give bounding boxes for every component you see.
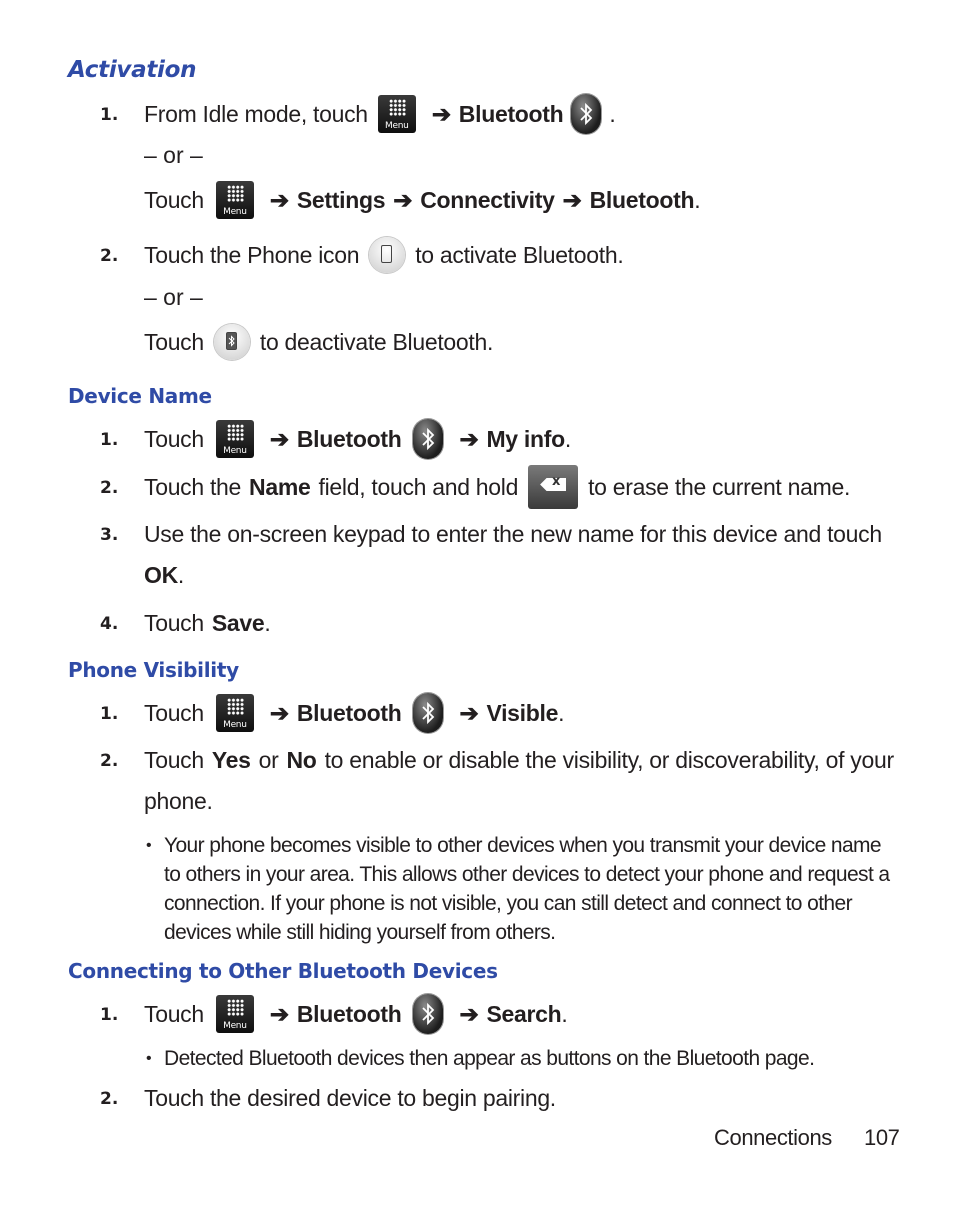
step-text: Touch [144,425,204,452]
step-text: field, touch and hold [318,473,519,500]
step-number: 3. [100,525,119,545]
step-number: 2. [100,1089,119,1109]
step-text: to erase the current name. [588,473,851,500]
menu-icon: Menu [378,95,416,133]
heading-phone-visibility: Phone Visibility [68,658,239,682]
phone-visibility-step2 [144,743,894,777]
bold-term: Yes [211,746,251,773]
arrow-icon: ➔ [431,100,451,127]
connecting-step2 [144,1081,556,1115]
activation-step2-alt [144,325,493,359]
step-number: 4. [100,614,119,634]
step-text: Touch the Phone icon [144,241,360,268]
bluetooth-icon [413,994,443,1034]
bluetooth-icon [413,419,443,459]
bold-term: OK [144,561,178,588]
arrow-icon: ➔ [459,1000,479,1027]
step-number: 2. [100,246,119,266]
device-name-step3-cont [144,558,184,592]
activation-step1 [144,97,616,131]
arrow-icon: ➔ [459,425,479,452]
step-number: 1. [100,105,119,125]
step-text: Use the on-screen keypad to enter the new name for this device and touch [144,520,882,547]
bluetooth-icon [571,94,601,134]
arrow-icon: ➔ [269,425,289,452]
activation-step2 [144,238,623,272]
visibility-note: Your phone becomes visible to other devices when you transmit your device name to others in your area. This allows other devices to detect your phone and request a connection. If your phone is not visible, you can still detect and connect to other devices while still hiding yourself from others. [164,834,890,944]
connecting-note: Detected Bluetooth devices then appear as buttons on the Bluetooth page. [164,1047,815,1070]
or-separator: – or – [144,284,203,310]
step-text: or [258,746,279,773]
bold-term: Bluetooth [589,186,695,213]
step-text: to deactivate Bluetooth. [259,328,494,355]
bold-term: Save [211,609,265,636]
menu-icon: Menu [216,181,254,219]
arrow-icon: ➔ [269,186,289,213]
arrow-icon: ➔ [562,186,582,213]
step-number: 1. [100,1005,119,1025]
bullet-icon: • [146,837,152,854]
page-number: 107 [864,1125,900,1150]
bold-term: Search [486,1000,562,1027]
punctuation: . [564,425,571,452]
device-name-step2 [144,470,850,504]
bold-term: Bluetooth [458,100,564,127]
phone-icon [369,237,405,273]
step-text: to enable or disable the visibility, or discoverability, of your [324,746,894,773]
connecting-step1 [144,997,567,1031]
step-number: 2. [100,751,119,771]
phone-visibility-step1 [144,696,564,730]
heading-activation: Activation [68,57,197,83]
arrow-icon: ➔ [269,1000,289,1027]
punctuation: . [177,561,184,588]
phone-visibility-step2-cont [144,784,213,818]
punctuation: . [264,609,271,636]
or-separator: – or – [144,142,203,168]
step-text: Touch [144,328,204,355]
menu-icon: Menu [216,694,254,732]
step-number: 1. [100,430,119,450]
menu-icon: Menu [216,995,254,1033]
punctuation: . [558,699,565,726]
bold-term: Visible [486,699,559,726]
step-text: Touch [144,699,204,726]
bold-term: Settings [296,186,386,213]
heading-device-name: Device Name [68,384,212,408]
bold-term: My info [486,425,565,452]
backspace-key-icon: x [528,465,578,509]
punctuation: . [609,100,616,127]
step-text: Touch [144,1000,204,1027]
menu-icon: Menu [216,420,254,458]
step-text: Touch the desired device to begin pairing. [144,1084,556,1111]
punctuation: . [694,186,701,213]
arrow-icon: ➔ [459,699,479,726]
bold-term: Bluetooth [296,425,402,452]
step-text: phone. [144,787,213,814]
bold-term: No [286,746,317,773]
heading-connecting: Connecting to Other Bluetooth Devices [68,959,498,983]
step-text: Touch [144,746,204,773]
step-text: Touch [144,609,204,636]
punctuation: . [561,1000,568,1027]
bold-term: Name [249,473,311,500]
step-text: Touch the [144,473,242,500]
arrow-icon: ➔ [393,186,413,213]
step-text: From Idle mode, touch [144,100,368,127]
step-number: 2. [100,478,119,498]
footer-section: Connections [714,1125,832,1150]
device-name-step4 [144,606,270,640]
bullet-icon: • [146,1050,152,1067]
activation-step1-alt [144,183,700,217]
bold-term: Bluetooth [296,699,402,726]
bold-term: Connectivity [420,186,555,213]
step-text: to activate Bluetooth. [415,241,624,268]
step-number: 1. [100,704,119,724]
device-name-step1 [144,422,571,456]
phone-bluetooth-icon [214,324,250,360]
step-text: Touch [144,186,204,213]
bold-term: Bluetooth [296,1000,402,1027]
bluetooth-icon [413,693,443,733]
arrow-icon: ➔ [269,699,289,726]
device-name-step3 [144,517,882,551]
